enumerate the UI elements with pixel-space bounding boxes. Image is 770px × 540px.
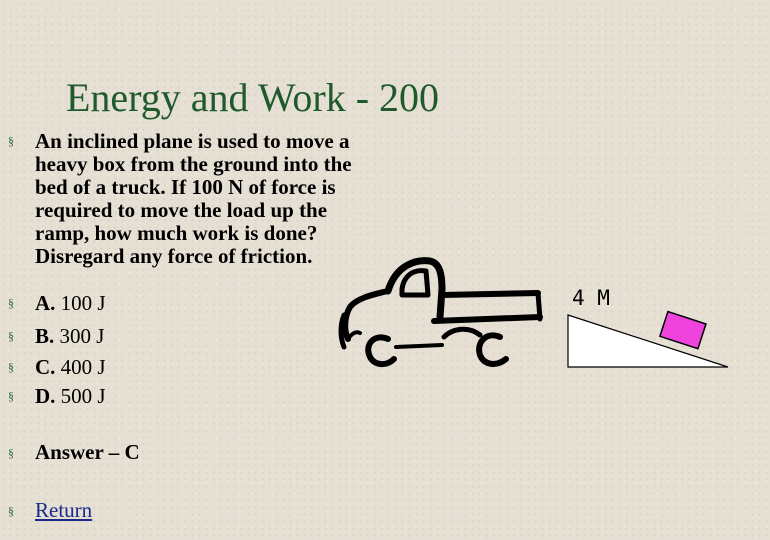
slide-title: Energy and Work - 200 <box>66 75 440 120</box>
option-value: 100 J <box>60 291 106 315</box>
return-link[interactable]: Return <box>35 498 93 522</box>
return-item <box>35 499 92 522</box>
answer-text: Answer – C <box>35 440 140 464</box>
bullet-marker: § <box>8 389 14 403</box>
option-value: 400 J <box>60 355 106 379</box>
option-c <box>35 356 106 379</box>
option-value: 300 J <box>59 324 105 348</box>
bullet-marker: § <box>8 360 14 374</box>
bullet-marker: § <box>8 296 14 310</box>
truck-icon <box>330 255 550 375</box>
bullet-marker: § <box>8 329 14 343</box>
option-d <box>35 385 106 408</box>
bullet-marker: § <box>8 504 14 518</box>
option-letter: C. <box>35 355 56 379</box>
option-a <box>35 292 106 315</box>
inclined-plane-diagram <box>560 305 735 370</box>
option-b <box>35 325 104 348</box>
bullet-marker: § <box>8 446 14 460</box>
option-letter: A. <box>35 291 56 315</box>
ramp-length-label: 4 M <box>572 286 610 310</box>
box-shape <box>660 312 706 349</box>
question-text: An inclined plane is used to move a heavy box from the ground into the bed of a truck. If 100 N of force is required to move the load up the ramp, how much work is done? Disregard any force of friction. <box>35 129 352 268</box>
bullet-marker: § <box>8 134 14 148</box>
option-letter: D. <box>35 384 56 408</box>
option-value: 500 J <box>60 384 106 408</box>
option-letter: B. <box>35 324 55 348</box>
